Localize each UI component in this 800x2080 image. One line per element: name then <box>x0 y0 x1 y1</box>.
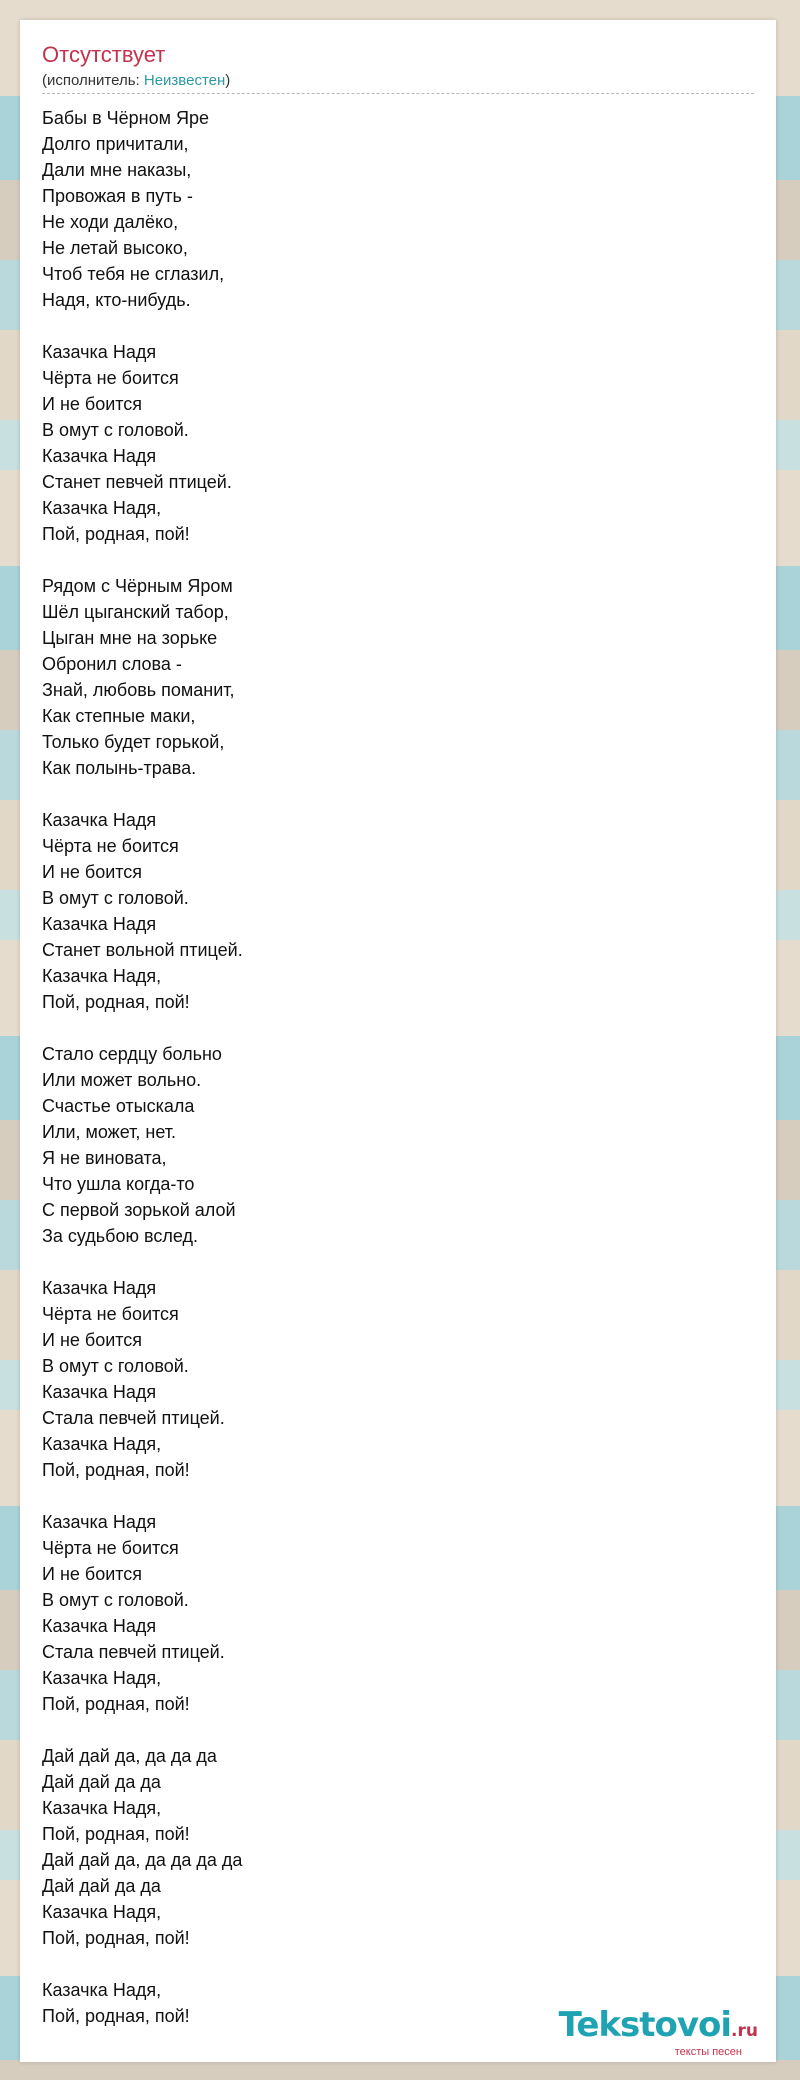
logo-main: Tekstovoi <box>558 2005 732 2045</box>
lyric-line: С первой зорькой алой <box>42 1200 236 1220</box>
lyric-line: Не летай высоко, <box>42 238 188 258</box>
lyric-line: И не боится <box>42 1330 143 1350</box>
lyric-line: Или, может, нет. <box>42 1122 176 1142</box>
lyric-line: Не ходи далёко, <box>42 212 179 232</box>
lyric-line: Чёрта не боится <box>42 1304 179 1324</box>
lyric-line: Провожая в путь - <box>42 186 193 206</box>
lyric-line: Стала певчей птицей. <box>42 1642 225 1662</box>
lyric-line: Бабы в Чёрном Яре <box>42 108 210 128</box>
lyric-line: Дали мне наказы, <box>42 160 192 180</box>
stanza-break <box>42 781 742 807</box>
lyric-line: Долго причитали, <box>42 134 189 154</box>
lyric-line: Дай дай да да <box>42 1876 161 1896</box>
lyric-line: Казачка Надя, <box>42 966 162 986</box>
lyric-line: Дай дай да, да да да <box>42 1746 217 1766</box>
lyric-line: Стала певчей птицей. <box>42 1408 225 1428</box>
lyric-line: Казачка Надя, <box>42 1980 162 2000</box>
lyric-line: Чёрта не боится <box>42 836 179 856</box>
lyric-line: Надя, кто-нибудь. <box>42 290 191 310</box>
lyric-line: Казачка Надя <box>42 1512 157 1532</box>
stanza-break <box>42 547 742 573</box>
lyric-line: Чтоб тебя не сглазил, <box>42 264 225 284</box>
logo-wordmark <box>559 2006 758 2050</box>
lyric-line: Пой, родная, пой! <box>42 1460 190 1480</box>
logo-tld: .ru <box>731 2021 758 2041</box>
lyric-line: Чёрта не боится <box>42 1538 179 1558</box>
logo-tagline: тексты песен <box>674 2046 742 2058</box>
lyric-line: Казачка Надя, <box>42 498 162 518</box>
stanza-break <box>42 313 742 339</box>
lyric-line: Казачка Надя <box>42 1278 157 1298</box>
lyric-line: Казачка Надя <box>42 914 157 934</box>
lyric-line: И не боится <box>42 862 143 882</box>
artist-link[interactable]: Неизвестен <box>143 72 226 89</box>
stanza-break <box>42 1717 742 1743</box>
lyric-line: За судьбою вслед. <box>42 1226 198 1246</box>
lyric-line: Пой, родная, пой! <box>42 992 190 1012</box>
lyric-line: Казачка Надя, <box>42 1902 162 1922</box>
site-logo[interactable] <box>559 2006 758 2058</box>
lyric-line: Дай дай да да <box>42 1772 161 1792</box>
lyric-line: Казачка Надя <box>42 810 157 830</box>
lyric-line: Станет певчей птицей. <box>42 472 232 492</box>
lyric-line: В омут с головой. <box>42 1356 189 1376</box>
lyric-line: Что ушла когда-то <box>42 1174 195 1194</box>
lyric-line: Пой, родная, пой! <box>42 2006 190 2026</box>
stanza-break <box>42 1951 742 1977</box>
lyric-line: Пой, родная, пой! <box>42 1824 190 1844</box>
lyric-line: Чёрта не боится <box>42 368 179 388</box>
lyric-line: Казачка Надя <box>42 1616 157 1636</box>
artist-line <box>42 72 230 90</box>
lyric-line: Казачка Надя, <box>42 1434 162 1454</box>
lyric-line: Станет вольной птицей. <box>42 940 243 960</box>
lyric-line: Пой, родная, пой! <box>42 524 190 544</box>
lyric-line: Знай, любовь поманит, <box>42 680 235 700</box>
lyric-line: И не боится <box>42 394 143 414</box>
lyric-line: В омут с головой. <box>42 420 189 440</box>
stanza-break <box>42 1249 742 1275</box>
header-divider <box>42 93 754 94</box>
lyric-line: Казачка Надя <box>42 446 157 466</box>
lyric-line: Я не виновата, <box>42 1148 167 1168</box>
lyric-line: Пой, родная, пой! <box>42 1928 190 1948</box>
lyric-line: В омут с головой. <box>42 1590 189 1610</box>
lyrics-text <box>42 105 742 2029</box>
lyric-line: Цыган мне на зорьке <box>42 628 218 648</box>
lyric-line: Стало сердцу больно <box>42 1044 222 1064</box>
artist-suffix: ) <box>225 72 231 89</box>
lyric-line: Счастье отыскала <box>42 1096 195 1116</box>
lyric-line: Дай дай да, да да да да <box>42 1850 243 1870</box>
song-title: Отсутствует <box>42 42 166 67</box>
lyric-line: Казачка Надя <box>42 342 157 362</box>
lyric-line: Казачка Надя <box>42 1382 157 1402</box>
lyric-line: И не боится <box>42 1564 143 1584</box>
lyric-line: Казачка Надя, <box>42 1798 162 1818</box>
lyric-line: Как степные маки, <box>42 706 196 726</box>
lyric-line: Как полынь-трава. <box>42 758 197 778</box>
lyric-line: Рядом с Чёрным Яром <box>42 576 233 596</box>
stanza-break <box>42 1015 742 1041</box>
lyric-line: Обронил слова - <box>42 654 182 674</box>
lyric-line: В омут с головой. <box>42 888 189 908</box>
stanza-break <box>42 1483 742 1509</box>
lyric-line: Казачка Надя, <box>42 1668 162 1688</box>
lyric-line: Только будет горькой, <box>42 732 225 752</box>
lyric-line: Или может вольно. <box>42 1070 202 1090</box>
lyric-line: Пой, родная, пой! <box>42 1694 190 1714</box>
lyric-line: Шёл цыганский табор, <box>42 602 229 622</box>
artist-prefix: (исполнитель: <box>42 72 144 89</box>
lyrics-card <box>20 20 776 2062</box>
